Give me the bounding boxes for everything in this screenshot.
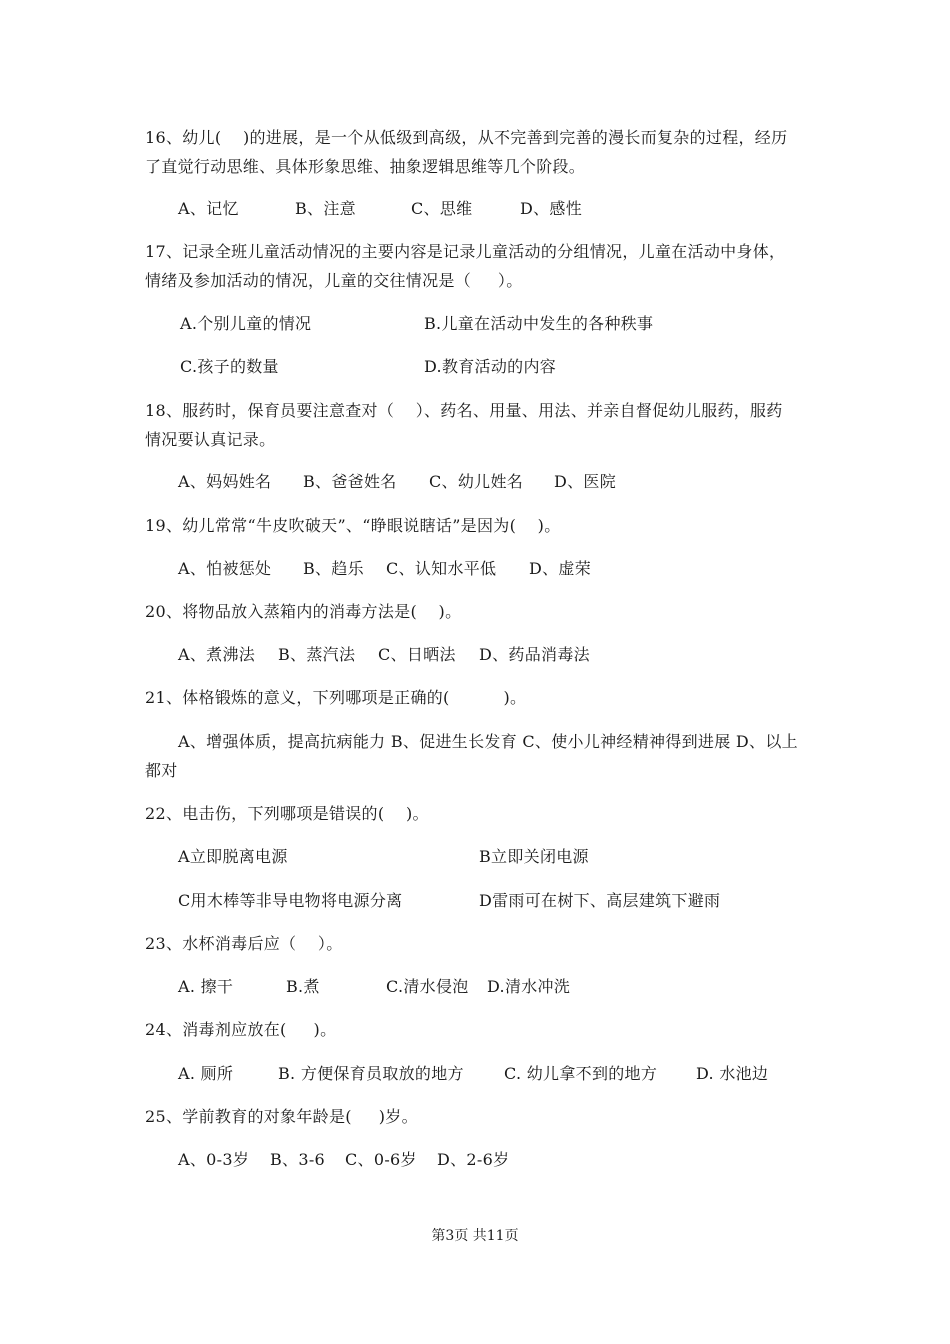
- question-20-line-1: 20、将物品放入蒸箱内的消毒方法是( )。: [145, 602, 462, 621]
- question-17-line-1: 17、记录全班儿童活动情况的主要内容是记录儿童活动的分组情况，儿童在活动中身体，: [145, 242, 786, 261]
- question-17-option-d: D.教育活动的内容: [424, 357, 557, 376]
- question-18-option-d: D、医院: [554, 472, 617, 491]
- question-22-option-a: A立即脱离电源: [178, 847, 288, 866]
- question-22-option-c: C用木棒等非导电物将电源分离: [178, 891, 403, 910]
- question-16-line-1: 16、幼儿( )的进展，是一个从低级到高级，从不完善到完善的漫长而复杂的过程，经历: [145, 128, 788, 147]
- question-24-line-1: 24、消毒剂应放在( )。: [145, 1020, 337, 1039]
- question-17-option-a: A.个别儿童的情况: [180, 314, 312, 333]
- question-25-option-b: B、3-6: [270, 1150, 326, 1169]
- question-25-option-d: D、2-6岁: [437, 1150, 510, 1169]
- question-21-options: A、增强体质，提高抗病能力 B、促进生长发育 C、使小儿神经精神得到进展 D、以上: [178, 732, 798, 751]
- question-19-option-d: D、虚荣: [529, 559, 592, 578]
- question-25-line-1: 25、学前教育的对象年龄是( )岁。: [145, 1107, 418, 1126]
- question-23-line-1: 23、水杯消毒后应（ ）。: [145, 934, 343, 953]
- question-19-option-a: A、怕被惩处: [178, 559, 272, 578]
- question-24-option-d: D. 水池边: [696, 1064, 769, 1083]
- question-24-option-a: A. 厕所: [178, 1064, 234, 1083]
- question-22-line-1: 22、电击伤，下列哪项是错误的( )。: [145, 804, 429, 823]
- question-19-line-1: 19、幼儿常常“牛皮吹破天”、“睁眼说瞎话”是因为( )。: [145, 516, 561, 535]
- question-20-option-b: B、蒸汽法: [278, 645, 356, 664]
- question-16-line-2: 了直觉行动思维、具体形象思维、抽象逻辑思维等几个阶段。: [145, 157, 586, 176]
- question-20-option-d: D、药品消毒法: [479, 645, 590, 664]
- question-24-option-c: C. 幼儿拿不到的地方: [504, 1064, 658, 1083]
- question-18-option-a: A、妈妈姓名: [178, 472, 272, 491]
- question-20-option-c: C、日晒法: [378, 645, 456, 664]
- question-22-option-d: D雷雨可在树下、高层建筑下避雨: [479, 891, 721, 910]
- question-23-option-b: B.煮: [286, 977, 320, 996]
- question-21-line-1: 21、体格锻炼的意义，下列哪项是正确的( )。: [145, 688, 527, 707]
- question-25-option-a: A、0-3岁: [178, 1150, 250, 1169]
- question-19-option-c: C、认知水平低: [386, 559, 497, 578]
- question-16-option-d: D、感性: [520, 199, 583, 218]
- question-19-option-b: B、趋乐: [303, 559, 364, 578]
- page-number-footer: 第3页 共11页: [431, 1228, 519, 1244]
- question-20-option-a: A、煮沸法: [178, 645, 256, 664]
- question-21-options-continued: 都对: [145, 761, 178, 780]
- question-22-option-b: B立即关闭电源: [479, 847, 589, 866]
- question-23-option-a: A. 擦干: [178, 977, 234, 996]
- question-18-line-2: 情况要认真记录。: [145, 430, 276, 449]
- question-17-line-2: 情绪及参加活动的情况，儿童的交往情况是（ ）。: [145, 271, 523, 290]
- question-16-option-a: A、记忆: [178, 199, 239, 218]
- question-23-option-c: C.清水侵泡: [386, 977, 469, 996]
- question-25-option-c: C、0-6岁: [345, 1150, 417, 1169]
- question-23-option-d: D.清水冲洗: [487, 977, 571, 996]
- question-24-option-b: B. 方便保育员取放的地方: [278, 1064, 464, 1083]
- question-18-line-1: 18、服药时，保育员要注意查对（ ）、药名、用量、用法、并亲自督促幼儿服药，服药: [145, 401, 783, 420]
- question-17-option-c: C.孩子的数量: [180, 357, 279, 376]
- question-16-option-b: B、注意: [295, 199, 356, 218]
- question-18-option-b: B、爸爸姓名: [303, 472, 397, 491]
- question-18-option-c: C、幼儿姓名: [429, 472, 524, 491]
- question-16-option-c: C、思维: [411, 199, 473, 218]
- question-17-option-b: B.儿童在活动中发生的各种秩事: [424, 314, 654, 333]
